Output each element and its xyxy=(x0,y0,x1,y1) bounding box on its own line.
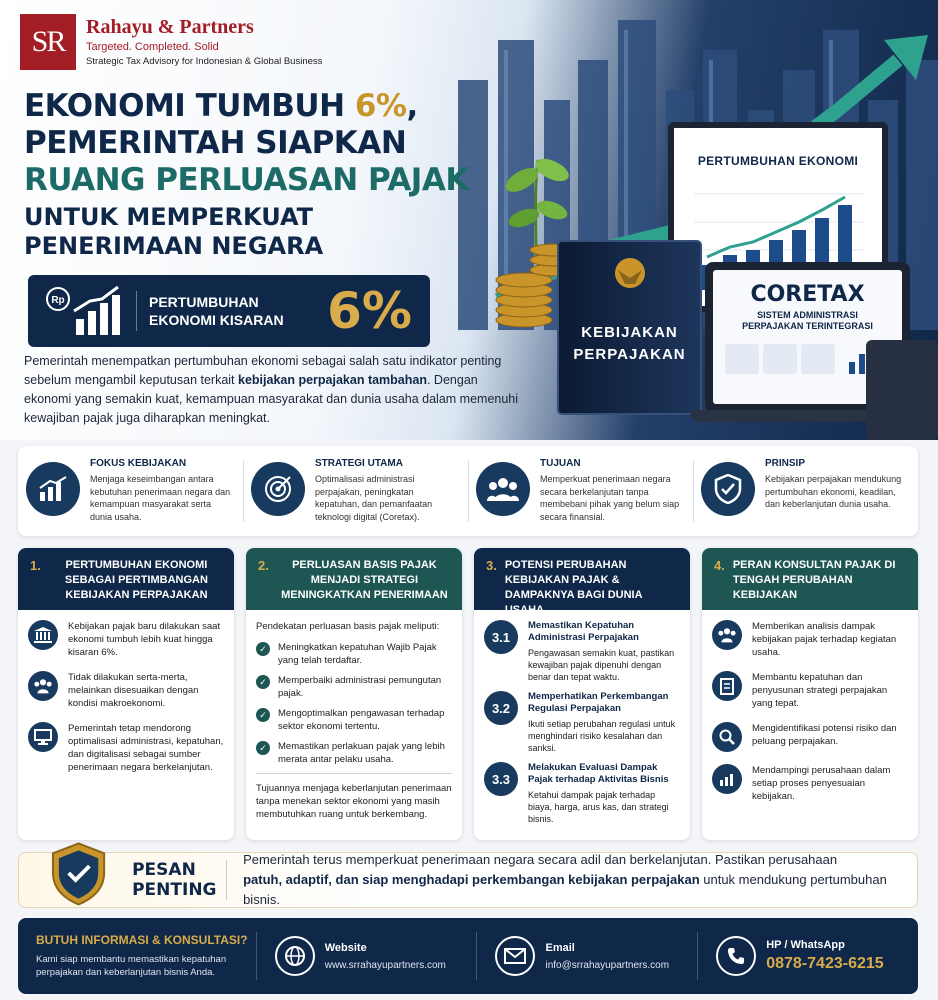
intro-paragraph: Pemerintah menempatkan pertumbuhan ekonomi sebagai salah satu indikator penting sebelum mengambil keputusan terkait kebijakan perpajakan tambahan. Dengan ekonomi yang semakin kuat, kemampuan masyarakat dan dunia usaha dalam memenuhi kewajiban pajak juga diharapkan meningkat. xyxy=(24,354,519,425)
headline xyxy=(24,88,484,261)
growth-chart-icon xyxy=(46,285,124,337)
phone-value[interactable]: 0878-7423-6215 xyxy=(766,955,884,972)
phone-link[interactable] xyxy=(698,936,918,976)
chart-icon xyxy=(26,462,80,516)
growth-label: PERTUMBUHAN EKONOMI KISARAN xyxy=(149,294,284,328)
pesan-title: PESAN PENTING xyxy=(132,860,217,900)
column-header xyxy=(702,548,918,610)
email-label: Email xyxy=(545,941,575,954)
column-4 xyxy=(702,548,918,840)
phone-label: HP / WhatsApp xyxy=(766,939,845,951)
monitor-icon xyxy=(28,722,58,752)
clipboard-title: PERTUMBUHAN EKONOMI xyxy=(697,154,859,168)
column-header xyxy=(474,548,690,616)
pillar-body: Kebijakan perpajakan mendukung pertumbuhan ekonomi, keadilan, dan keberlanjutan dunia usaha. xyxy=(765,474,902,509)
calculator-illustration xyxy=(866,340,938,440)
content-columns xyxy=(18,548,918,840)
check-icon: ✓ xyxy=(256,708,270,722)
rp-coin-text: Rp xyxy=(51,295,65,306)
pillar-fokus-kebijakan xyxy=(18,446,243,536)
chart-icon xyxy=(712,764,742,794)
contact-footer xyxy=(18,918,918,994)
check-icon: ✓ xyxy=(256,741,270,755)
growth-value: 6% xyxy=(327,282,412,340)
pillar-title: FOKUS KEBIJAKAN xyxy=(90,458,187,469)
pillar-body: Memperkuat penerimaan negara secara berkelanjutan tanpa membebani pihak yang belum siap secara finansial. xyxy=(540,474,680,522)
list-item xyxy=(712,620,908,659)
website-value[interactable]: www.srrahayupartners.com xyxy=(324,959,446,971)
list-item xyxy=(712,722,908,752)
list-item xyxy=(256,707,452,733)
column-header xyxy=(18,548,234,610)
phone-icon xyxy=(716,936,756,976)
column-title: POTENSI PERUBAHAN KEBIJAKAN PAJAK & DAMPAKNYA BAGI DUNIA USAHA xyxy=(504,559,643,616)
list-item xyxy=(28,671,224,710)
column-number: 4. xyxy=(714,558,725,573)
globe-icon xyxy=(275,936,315,976)
sub-item xyxy=(484,691,680,754)
column-title: PERAN KONSULTAN PAJAK DI TENGAH PERUBAHAN KEBIJAKAN xyxy=(732,559,896,601)
list-item xyxy=(28,620,224,659)
brand-name: Rahayu & Partners xyxy=(86,16,254,38)
column-number: 3. xyxy=(486,558,497,573)
column-closing: Tujuannya menjaga keberlanjutan penerimaan tanpa menekan sektor ekonomi yang masih membutuhkan ruang untuk berkembang. xyxy=(256,773,452,821)
shield-check-icon xyxy=(701,462,755,516)
garuda-emblem-icon xyxy=(613,256,647,290)
list-item xyxy=(256,641,452,667)
check-icon: ✓ xyxy=(256,642,270,656)
gold-shield-icon xyxy=(49,841,108,907)
headline-line-4: UNTUK MEMPERKUAT xyxy=(24,203,314,231)
column-number: 1. xyxy=(30,558,41,573)
pillar-body: Optimalisasi administrasi perpajakan, peningkatan kepatuhan, dan pemanfaatan teknologi digital (Coretax). xyxy=(315,474,433,522)
pesan-text: Pemerintah terus memperkuat penerimaan negara secara adil dan berkelanjutan. Pastikan perusahaan patuh, adaptif, dan siap menghadapi perkembangan kebijakan perpajakan untuk mendukung pertumbuhan bisnis. xyxy=(243,852,887,907)
website-link[interactable] xyxy=(257,936,477,976)
bank-icon xyxy=(28,620,58,650)
item-text: Mendampingi perusahaan dalam setiap proses penyesuaian kebijakan. xyxy=(752,765,891,802)
pillar-title: PRINSIP xyxy=(765,458,806,469)
column-1 xyxy=(18,548,234,840)
list-item xyxy=(256,674,452,700)
divider xyxy=(136,291,137,331)
item-text: Kebijakan pajak baru dilakukan saat ekonomi tumbuh lebih kuat hingga kisaran 6%. xyxy=(68,621,221,658)
people-icon xyxy=(476,462,530,516)
coretax-title: CORETAX xyxy=(750,282,865,307)
item-text: Mengoptimalkan pengawasan terhadap sektor ekonomi tertentu. xyxy=(278,708,445,732)
magnifier-icon xyxy=(712,722,742,752)
item-text: Meningkatkan kepatuhan Wajib Pajak yang telah terdaftar. xyxy=(278,642,437,666)
sub-number: 3.3 xyxy=(484,762,518,796)
item-text: Memberikan analisis dampak kebijakan pajak terhadap kegiatan usaha. xyxy=(752,621,897,658)
coretax-subtitle-2: PERPAJAKAN TERINTEGRASI xyxy=(742,321,873,331)
pillar-strategi-utama xyxy=(243,446,468,536)
pillar-prinsip xyxy=(693,446,918,536)
brand-tagline: Targeted. Completed. Solid xyxy=(86,41,219,53)
people-icon xyxy=(28,671,58,701)
email-link[interactable] xyxy=(477,936,697,976)
pillar-title: STRATEGI UTAMA xyxy=(315,458,403,469)
people-icon xyxy=(712,620,742,650)
book-title-line-1: KEBIJAKAN xyxy=(581,324,678,341)
check-icon: ✓ xyxy=(256,675,270,689)
sub-item xyxy=(484,762,680,825)
pillar-body: Menjaga keseimbangan antara kebutuhan penerimaan negara dan kemampuan masyarakat serta dunia usaha. xyxy=(90,474,231,522)
pillar-title: TUJUAN xyxy=(540,458,581,469)
website-label: Website xyxy=(324,941,367,954)
headline-line-1: EKONOMI TUMBUH 6%, xyxy=(24,88,418,124)
column-title: PERTUMBUHAN EKONOMI SEBAGAI PERTIMBANGAN KEBIJAKAN PERPAJAKAN xyxy=(64,559,208,601)
coretax-subtitle-1: SISTEM ADMINISTRASI xyxy=(757,310,858,320)
document-icon xyxy=(712,671,742,701)
hero-section xyxy=(0,0,938,440)
sub-body: Pengawasan semakin kuat, pastikan kewajiban pajak dipenuhi dengan benar dan tepat waktu. xyxy=(528,648,675,682)
brand-subtitle: Strategic Tax Advisory for Indonesian & Global Business xyxy=(86,56,323,67)
pillars-strip xyxy=(18,446,918,536)
list-item xyxy=(712,671,908,710)
growth-highlight xyxy=(28,275,430,347)
target-icon xyxy=(251,462,305,516)
list-item xyxy=(712,764,908,803)
brand-logo[interactable] xyxy=(20,14,322,70)
item-text: Tidak dilakukan serta-merta, melainkan disesuaikan dengan kondisi makroekonomi. xyxy=(68,672,199,709)
column-3 xyxy=(474,548,690,840)
sub-title: Memperhatikan Perkembangan Regulasi Perpajakan xyxy=(528,691,669,714)
divider xyxy=(226,860,227,900)
sub-title: Melakukan Evaluasi Dampak Pajak terhadap Aktivitas Bisnis xyxy=(528,762,669,785)
sub-body: Ikuti setiap perubahan regulasi untuk menghindari risiko kesalahan dan sanksi. xyxy=(528,719,676,753)
item-text: Membantu kepatuhan dan penyusunan strategi perpajakan yang tepat. xyxy=(752,672,888,709)
pillar-tujuan xyxy=(468,446,693,536)
logo-mark: SR xyxy=(20,14,76,70)
footer-body: Kami siap membantu memastikan kepatuhan perpajakan dan keberlanjutan bisnis Anda. xyxy=(36,954,227,978)
email-value[interactable]: info@srrahayupartners.com xyxy=(545,959,670,971)
list-item xyxy=(256,740,452,766)
column-intro: Pendekatan perluasan basis pajak meliputi: xyxy=(256,621,440,632)
item-text: Pemerintah tetap mendorong optimalisasi administrasi, kepatuhan, dan digitalisasi sebagai sumber penerimaan negara berkelanjutan. xyxy=(68,723,224,773)
sub-title: Memastikan Kepatuhan Administrasi Perpajakan xyxy=(528,620,639,643)
column-2 xyxy=(246,548,462,840)
sub-item xyxy=(484,620,680,683)
item-text: Memastikan perlakuan pajak yang lebih merata antar pelaku usaha. xyxy=(278,741,445,765)
sub-body: Ketahui dampak pajak terhadap biaya, harga, arus kas, dan strategi bisnis. xyxy=(528,790,669,824)
tax-policy-book xyxy=(557,240,702,415)
list-item xyxy=(28,722,224,774)
book-title-line-2: PERPAJAKAN xyxy=(573,346,686,363)
column-number: 2. xyxy=(258,558,269,573)
footer-title: BUTUH INFORMASI & KONSULTASI? xyxy=(36,933,248,947)
headline-line-2: PEMERINTAH SIAPKAN xyxy=(24,125,407,161)
column-header xyxy=(246,548,462,610)
item-text: Memperbaiki administrasi pemungutan pajak. xyxy=(278,675,442,699)
important-message xyxy=(18,852,918,908)
item-text: Mengidentifikasi potensi risiko dan peluang perpajakan. xyxy=(752,723,897,747)
headline-line-5: PENERIMAAN NEGARA xyxy=(24,232,324,260)
sub-number: 3.2 xyxy=(484,691,518,725)
envelope-icon xyxy=(495,936,535,976)
headline-line-3: RUANG PERLUASAN PAJAK xyxy=(24,162,469,198)
sub-number: 3.1 xyxy=(484,620,518,654)
column-title: PERLUASAN BASIS PAJAK MENJADI STRATEGI MENINGKATKAN PENERIMAAN xyxy=(281,559,448,601)
